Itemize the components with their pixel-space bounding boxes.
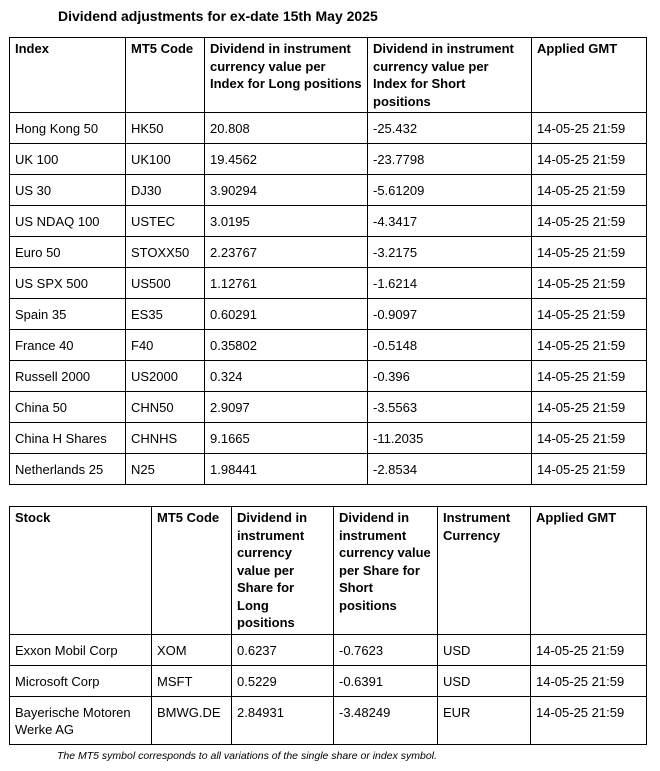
dividend-long-cell: 3.0195 xyxy=(205,206,368,237)
currency-cell: USD xyxy=(438,634,531,665)
mt5-code-cell: MSFT xyxy=(152,665,232,696)
dividend-short-cell: -4.3417 xyxy=(368,206,532,237)
table-row xyxy=(10,330,647,361)
currency-cell: EUR xyxy=(438,696,531,744)
dividend-long-cell: 2.9097 xyxy=(205,392,368,423)
dividend-short-cell: -5.61209 xyxy=(368,175,532,206)
table-row xyxy=(10,454,647,485)
header-mt5-code: MT5 Code xyxy=(152,507,232,635)
applied-gmt-cell: 14-05-25 21:59 xyxy=(532,144,647,175)
index-table-header-row xyxy=(10,38,647,113)
stock-name-cell: Microsoft Corp xyxy=(10,665,152,696)
dividend-short-cell: -0.9097 xyxy=(368,299,532,330)
table-row xyxy=(10,423,647,454)
dividend-short-cell: -3.2175 xyxy=(368,237,532,268)
applied-gmt-cell: 14-05-25 21:59 xyxy=(532,423,647,454)
stock-table-header-row xyxy=(10,507,647,635)
dividend-long-cell: 2.84931 xyxy=(232,696,334,744)
table-row xyxy=(10,175,647,206)
header-dividend-long: Dividend in instrument currency value per Share for Long positions xyxy=(232,507,334,635)
mt5-code-cell: BMWG.DE xyxy=(152,696,232,744)
index-name-cell: China H Shares xyxy=(10,423,126,454)
mt5-code-cell: N25 xyxy=(126,454,205,485)
footnote: The MT5 symbol corresponds to all variations of the single share or index symbol. xyxy=(57,750,437,762)
stock-name-cell: Bayerische Motoren Werke AG xyxy=(10,696,152,744)
applied-gmt-cell: 14-05-25 21:59 xyxy=(532,237,647,268)
dividend-short-cell: -3.5563 xyxy=(368,392,532,423)
mt5-code-cell: ES35 xyxy=(126,299,205,330)
dividend-long-cell: 19.4562 xyxy=(205,144,368,175)
dividend-long-cell: 20.808 xyxy=(205,113,368,144)
dividend-short-cell: -3.48249 xyxy=(334,696,438,744)
table-row xyxy=(10,696,647,744)
dividend-short-cell: -1.6214 xyxy=(368,268,532,299)
dividend-long-cell: 1.98441 xyxy=(205,454,368,485)
table-row xyxy=(10,665,647,696)
table-row xyxy=(10,299,647,330)
dividend-short-cell: -0.396 xyxy=(368,361,532,392)
header-dividend-short: Dividend in instrument currency value per Index for Short positions xyxy=(368,38,532,113)
mt5-code-cell: USTEC xyxy=(126,206,205,237)
applied-gmt-cell: 14-05-25 21:59 xyxy=(532,392,647,423)
applied-gmt-cell: 14-05-25 21:59 xyxy=(532,206,647,237)
header-instrument-currency: Instrument Currency xyxy=(438,507,531,635)
index-name-cell: US SPX 500 xyxy=(10,268,126,299)
header-stock: Stock xyxy=(10,507,152,635)
index-name-cell: Russell 2000 xyxy=(10,361,126,392)
dividend-long-cell: 0.60291 xyxy=(205,299,368,330)
dividend-long-cell: 9.1665 xyxy=(205,423,368,454)
header-dividend-long: Dividend in instrument currency value per Index for Long positions xyxy=(205,38,368,113)
index-name-cell: China 50 xyxy=(10,392,126,423)
mt5-code-cell: US500 xyxy=(126,268,205,299)
header-mt5-code: MT5 Code xyxy=(126,38,205,113)
header-applied-gmt: Applied GMT xyxy=(531,507,647,635)
dividend-long-cell: 2.23767 xyxy=(205,237,368,268)
index-dividend-table xyxy=(9,37,647,485)
applied-gmt-cell: 14-05-25 21:59 xyxy=(531,665,647,696)
applied-gmt-cell: 14-05-25 21:59 xyxy=(532,299,647,330)
mt5-code-cell: XOM xyxy=(152,634,232,665)
mt5-code-cell: F40 xyxy=(126,330,205,361)
dividend-short-cell: -0.5148 xyxy=(368,330,532,361)
dividend-short-cell: -11.2035 xyxy=(368,423,532,454)
applied-gmt-cell: 14-05-25 21:59 xyxy=(531,696,647,744)
dividend-long-cell: 1.12761 xyxy=(205,268,368,299)
header-applied-gmt: Applied GMT xyxy=(532,38,647,113)
table-row xyxy=(10,144,647,175)
table-row xyxy=(10,361,647,392)
mt5-code-cell: DJ30 xyxy=(126,175,205,206)
mt5-code-cell: US2000 xyxy=(126,361,205,392)
applied-gmt-cell: 14-05-25 21:59 xyxy=(532,268,647,299)
dividend-short-cell: -0.7623 xyxy=(334,634,438,665)
table-row xyxy=(10,268,647,299)
mt5-code-cell: UK100 xyxy=(126,144,205,175)
mt5-code-cell: HK50 xyxy=(126,113,205,144)
currency-cell: USD xyxy=(438,665,531,696)
dividend-long-cell: 0.5229 xyxy=(232,665,334,696)
dividend-long-cell: 0.324 xyxy=(205,361,368,392)
stock-name-cell: Exxon Mobil Corp xyxy=(10,634,152,665)
table-row xyxy=(10,113,647,144)
mt5-code-cell: CHN50 xyxy=(126,392,205,423)
mt5-code-cell: CHNHS xyxy=(126,423,205,454)
dividend-short-cell: -23.7798 xyxy=(368,144,532,175)
header-dividend-short: Dividend in instrument currency value per Share for Short positions xyxy=(334,507,438,635)
table-row xyxy=(10,206,647,237)
table-row xyxy=(10,237,647,268)
dividend-long-cell: 3.90294 xyxy=(205,175,368,206)
index-name-cell: Hong Kong 50 xyxy=(10,113,126,144)
index-name-cell: France 40 xyxy=(10,330,126,361)
table-row xyxy=(10,634,647,665)
page-title: Dividend adjustments for ex-date 15th May 2025 xyxy=(58,8,378,24)
index-name-cell: Spain 35 xyxy=(10,299,126,330)
index-name-cell: Euro 50 xyxy=(10,237,126,268)
dividend-short-cell: -0.6391 xyxy=(334,665,438,696)
applied-gmt-cell: 14-05-25 21:59 xyxy=(532,330,647,361)
applied-gmt-cell: 14-05-25 21:59 xyxy=(532,454,647,485)
index-name-cell: US NDAQ 100 xyxy=(10,206,126,237)
header-index: Index xyxy=(10,38,126,113)
index-name-cell: Netherlands 25 xyxy=(10,454,126,485)
dividend-long-cell: 0.6237 xyxy=(232,634,334,665)
mt5-code-cell: STOXX50 xyxy=(126,237,205,268)
index-name-cell: UK 100 xyxy=(10,144,126,175)
stock-dividend-table xyxy=(9,506,647,745)
index-name-cell: US 30 xyxy=(10,175,126,206)
applied-gmt-cell: 14-05-25 21:59 xyxy=(532,175,647,206)
dividend-long-cell: 0.35802 xyxy=(205,330,368,361)
applied-gmt-cell: 14-05-25 21:59 xyxy=(532,113,647,144)
dividend-short-cell: -2.8534 xyxy=(368,454,532,485)
applied-gmt-cell: 14-05-25 21:59 xyxy=(531,634,647,665)
applied-gmt-cell: 14-05-25 21:59 xyxy=(532,361,647,392)
table-row xyxy=(10,392,647,423)
dividend-short-cell: -25.432 xyxy=(368,113,532,144)
